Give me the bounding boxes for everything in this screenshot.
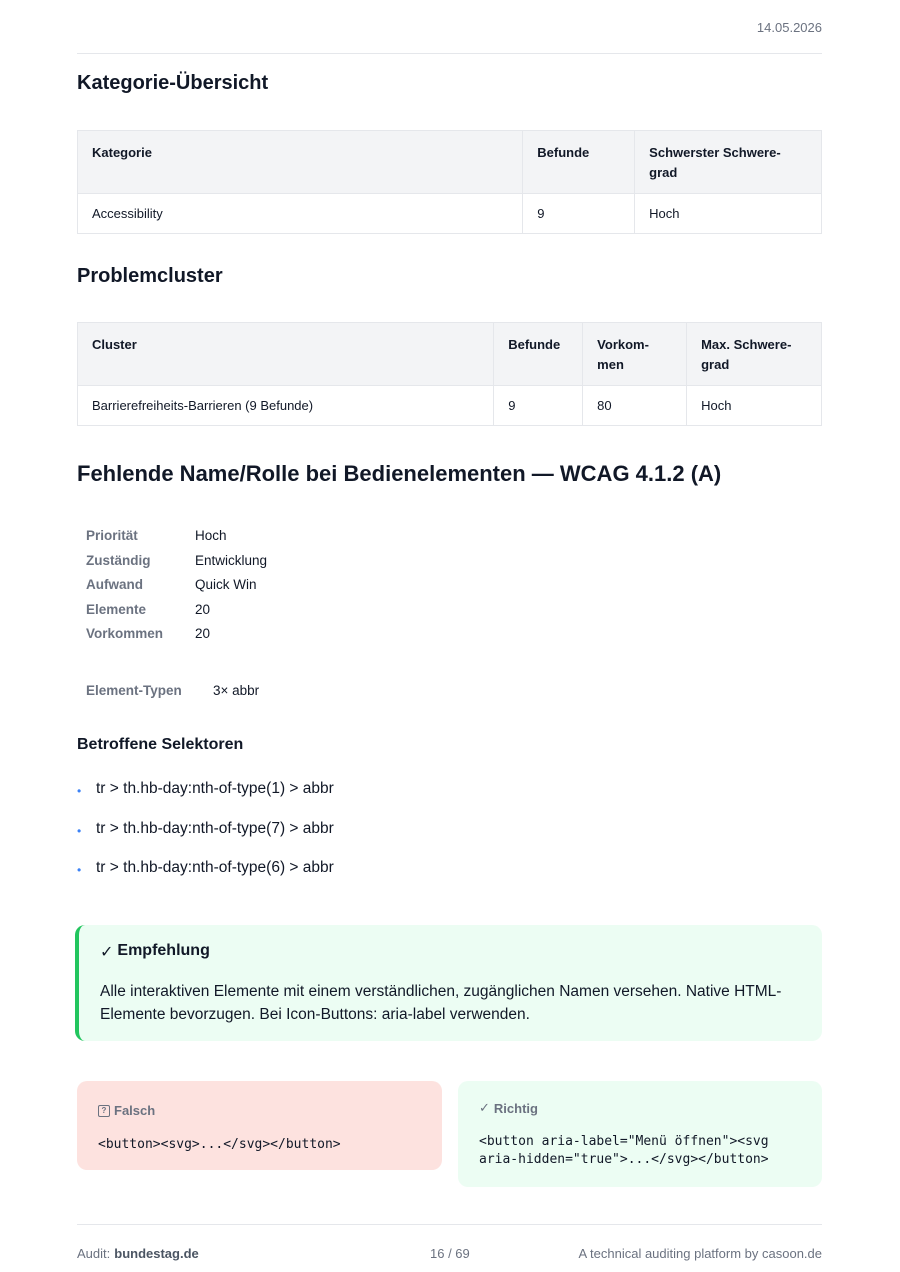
meta-label: Vorkommen xyxy=(86,626,164,642)
element-types-row xyxy=(86,683,259,698)
table-cell: Hoch xyxy=(635,194,822,234)
wrong-code: <button><svg>...</svg></button> xyxy=(98,1137,341,1152)
meta-label: Priorität xyxy=(86,528,138,543)
check-icon: ✓ xyxy=(100,944,114,961)
recommendation-title-row xyxy=(100,942,210,962)
table-cell: Barrierefreiheits-Barrieren (9 Befunde) xyxy=(78,386,494,426)
list-item xyxy=(77,780,334,820)
right-code: <button aria-label="Menü öffnen"><svg aria-hidden="true">...</svg></button> xyxy=(479,1134,777,1167)
column-header: Max. Schwere-grad xyxy=(687,323,822,386)
list-item xyxy=(77,820,334,860)
column-header: Schwerster Schwere-grad xyxy=(635,131,822,194)
recommendation-box xyxy=(75,925,822,1041)
table-cell: 80 xyxy=(583,386,687,426)
table-row xyxy=(78,194,822,234)
table-cell: 9 xyxy=(523,194,635,234)
issue-title: Fehlende Name/Rolle bei Bedienelementen — WCAG 4.1.2 (A) xyxy=(77,461,722,486)
meta-label: Aufwand xyxy=(86,577,143,593)
header-divider xyxy=(77,53,822,54)
meta-value: Entwicklung xyxy=(195,552,268,568)
meta-value: 20 xyxy=(195,601,211,617)
category-table xyxy=(77,130,822,234)
column-header: Kategorie xyxy=(78,131,523,194)
wrong-example-box xyxy=(77,1081,442,1170)
question-icon: ? xyxy=(98,1105,110,1117)
meta-label: Elemente xyxy=(86,601,147,617)
meta-value: 20 xyxy=(195,626,211,642)
footer-audit-label: Audit: xyxy=(77,1246,111,1261)
meta-value: Hoch xyxy=(195,528,227,543)
column-header: Befunde xyxy=(494,323,583,386)
report-date: 14.05.2026 xyxy=(756,20,822,35)
footer-audit xyxy=(77,1246,199,1261)
footer-audit-site: bundestag.de xyxy=(114,1246,199,1261)
bullet-icon: • xyxy=(77,784,82,798)
page-number: 16 / 69 xyxy=(430,1246,470,1261)
recommendation-title: Empfehlung xyxy=(117,942,210,959)
bullet-icon: • xyxy=(77,823,82,838)
footer-credit: A technical auditing platform by casoon.de xyxy=(578,1246,822,1261)
table-header-row xyxy=(78,323,822,386)
wrong-label-row xyxy=(98,1103,155,1118)
column-header: Cluster xyxy=(78,323,494,386)
problem-cluster-heading: Problemcluster xyxy=(77,265,223,287)
table-cell: 9 xyxy=(494,386,583,426)
element-types-value: 3× abbr xyxy=(213,683,260,698)
cluster-table xyxy=(77,322,822,426)
selector-list xyxy=(77,780,334,899)
element-types-label: Element-Typen xyxy=(86,683,182,698)
meta-value: Quick Win xyxy=(195,577,257,593)
meta-row-occurrences xyxy=(86,626,267,651)
meta-row-priority xyxy=(86,528,267,553)
meta-row-elements xyxy=(86,602,267,627)
selector-text: tr > th.hb-day:nth-of-type(7) > abbr xyxy=(96,819,334,837)
column-header: Vorkom-men xyxy=(583,323,687,386)
issue-meta xyxy=(86,528,267,651)
table-cell: Hoch xyxy=(687,386,822,426)
meta-row-responsible xyxy=(86,553,267,578)
meta-label: Zuständig xyxy=(86,552,151,568)
right-label-row xyxy=(479,1100,538,1116)
table-cell: Accessibility xyxy=(78,194,523,234)
selector-text: tr > th.hb-day:nth-of-type(6) > abbr xyxy=(96,859,334,876)
category-overview-heading: Kategorie-Übersicht xyxy=(77,72,269,94)
affected-selectors-heading: Betroffene Selektoren xyxy=(77,736,244,753)
table-row xyxy=(78,386,822,426)
footer-divider xyxy=(77,1224,822,1225)
table-header-row xyxy=(78,131,822,194)
meta-row-effort xyxy=(86,577,267,602)
right-label: Richtig xyxy=(493,1100,538,1116)
column-header: Befunde xyxy=(523,131,635,194)
bullet-icon: • xyxy=(77,863,82,877)
right-example-box xyxy=(458,1081,822,1187)
check-icon: ✓ xyxy=(479,1100,490,1115)
recommendation-text: Alle interaktiven Elemente mit einem verständlichen, zugänglichen Namen versehen. Native HTML-Elemente bevorzugen. Bei Icon-Buttons: aria-label verwenden. xyxy=(100,983,782,1023)
selector-text: tr > th.hb-day:nth-of-type(1) > abbr xyxy=(96,780,334,797)
wrong-label: Falsch xyxy=(114,1103,156,1118)
list-item xyxy=(77,859,334,899)
